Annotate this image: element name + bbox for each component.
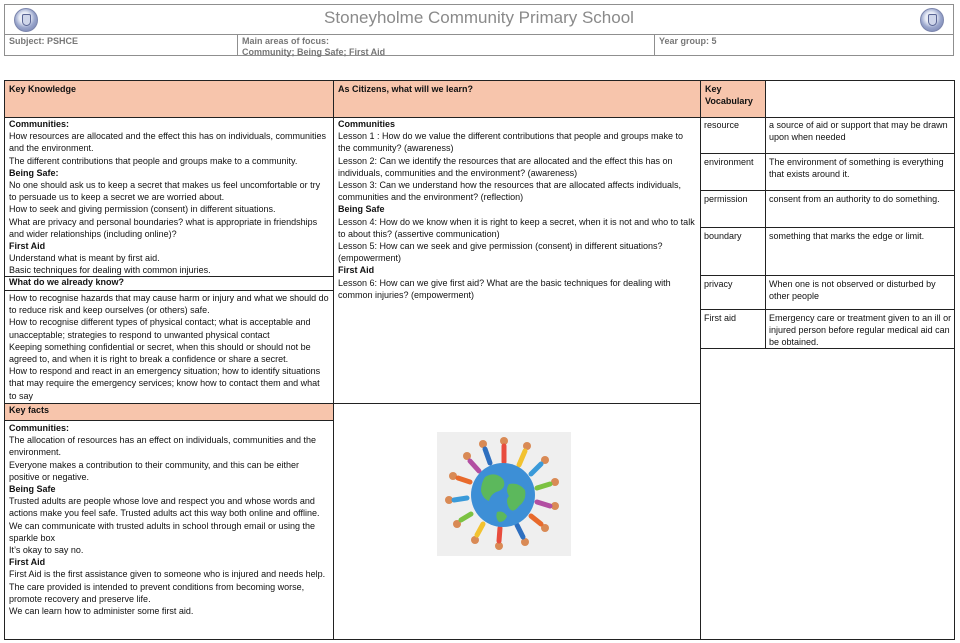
school-title: Stoneyholme Community Primary School xyxy=(324,8,634,27)
paragraph: The allocation of resources has an effect on individuals, communities and the environment. xyxy=(9,435,317,458)
already-know-heading-text: What do we already know? xyxy=(9,277,125,287)
title-bar xyxy=(4,4,954,35)
paragraph: Understand what is meant by first aid. xyxy=(9,253,160,264)
citizens-heading-text: As Citizens, what will we learn? xyxy=(338,84,474,94)
paragraph: First Aid xyxy=(338,265,375,276)
globe-people-svg xyxy=(437,432,571,556)
paragraph: First Aid xyxy=(9,241,46,252)
vocab-definition: something that marks the edge or limit. xyxy=(769,231,925,241)
vocab-definition: Emergency care or treatment given to an ill or injured person before regular medical aid can be obtained. xyxy=(769,313,952,347)
vocab-definition: a source of aid or support that may be drawn upon when needed xyxy=(769,120,948,142)
year-group-label: Year group: 5 xyxy=(659,36,717,46)
key-facts-body xyxy=(5,421,333,639)
vocabulary-heading-text: Key Vocabulary xyxy=(705,84,753,106)
vocab-word: boundary xyxy=(704,231,742,241)
subject-label: Subject: PSHCE xyxy=(9,36,79,46)
paragraph: How to recognise different types of physical contact; what is acceptable and unacceptable; strategies to respond to unwanted physical contact xyxy=(9,317,311,340)
vocab-word: First aid xyxy=(704,313,737,323)
paragraph: Basic techniques for dealing with common injuries. xyxy=(9,265,211,276)
citizens-heading xyxy=(334,81,700,117)
paragraph: Lesson 1 : How do we value the different contributions that people and groups make to the community? (awareness) xyxy=(338,131,684,154)
vocab-word: resource xyxy=(704,120,740,130)
paragraph: Lesson 4: How do we know when it is right to keep a secret, when it is not and who to talk to about this? (assertive communication) xyxy=(338,216,695,239)
paragraph: Being Safe xyxy=(338,204,385,215)
paragraph: First Aid is the first assistance given to someone who is injured and needs help. xyxy=(9,569,326,580)
vocab-word: privacy xyxy=(704,279,733,289)
paragraph: Everyone makes a contribution to their community, and this can be either positive or negative. xyxy=(9,459,299,482)
paragraph: Lesson 3: Can we understand how the resources that are allocated affects individuals, communities and the environment? (reflection) xyxy=(338,180,682,203)
paragraph: We can learn how to administer some first aid. xyxy=(9,606,194,617)
paragraph: How to respond and react in an emergency situation; how to identify situations that may require the emergency services; know how to contact them and what to say xyxy=(9,366,321,401)
paragraph: Lesson 2: Can we identify the resources that are allocated and the effect this has on individuals, communities and the environment? (awareness) xyxy=(338,155,673,178)
paragraph: No one should ask us to keep a secret that makes us feel uncomfortable or try to persuade us to keep a secret we are worried about. xyxy=(9,180,321,203)
vocab-row xyxy=(700,154,954,191)
paragraph: Lesson 5: How can we seek and give permission (consent) in different situations? (empowerment) xyxy=(338,241,663,264)
paragraph: Lesson 6: How can we give first aid? What are the basic techniques for dealing with common injuries? (empowerment) xyxy=(338,277,671,300)
paragraph: The care provided is intended to prevent conditions from becoming worse, promote recovery and preserve life. xyxy=(9,581,305,604)
subject-cell xyxy=(4,34,238,56)
focus-cell xyxy=(237,34,655,56)
paragraph: How to recognise hazards that may cause harm or injury and what we should do to reduce risk and keep ourselves (or others) safe. xyxy=(9,293,329,316)
key-knowledge-heading xyxy=(5,81,333,117)
paragraph: We can communicate with trusted adults in school through email or using the sparkle box xyxy=(9,520,315,543)
key-knowledge-heading-text: Key Knowledge xyxy=(9,84,77,94)
year-group-cell xyxy=(654,34,954,56)
paragraph: Being Safe xyxy=(9,484,56,495)
paragraph: Communities: xyxy=(9,119,70,129)
paragraph: Communities: xyxy=(9,423,70,433)
focus-label: Main areas of focus: xyxy=(242,36,330,46)
paragraph: What are privacy and personal boundaries? what is appropriate in friendships and wider relationships (including online)? xyxy=(9,216,318,239)
vocab-row xyxy=(700,228,954,276)
paragraph: Keeping something confidential or secret, when this should or should not be agreed to, and when it is right to break a confidence or share a secret. xyxy=(9,341,311,365)
vocab-row xyxy=(700,310,954,349)
vocab-row xyxy=(700,191,954,228)
already-know-body xyxy=(5,291,333,403)
citizens-body xyxy=(334,117,700,403)
already-know-heading xyxy=(5,277,333,289)
key-knowledge-body xyxy=(5,117,333,276)
globe-people-illustration xyxy=(437,432,571,556)
vocab-row xyxy=(700,117,954,154)
paragraph: Trusted adults are people whose love and respect you and whose words and actions make you feel safe. Trusted adults act this way both online and offline. xyxy=(9,496,320,519)
paragraph: First Aid xyxy=(9,557,46,568)
vocab-definition: consent from an authority to do something. xyxy=(769,194,940,204)
key-facts-heading-text: Key facts xyxy=(9,405,50,415)
vocab-row xyxy=(700,276,954,310)
vocab-definition: When one is not observed or disturbed by other people xyxy=(769,279,936,301)
key-facts-heading xyxy=(5,404,333,420)
vocabulary-heading xyxy=(701,81,765,117)
paragraph: How to seek and giving permission (consent) in different situations. xyxy=(9,204,276,215)
focus-value: Community; Being Safe; First Aid xyxy=(242,47,386,57)
paragraph: It’s okay to say no. xyxy=(9,545,84,556)
paragraph: Communities xyxy=(338,119,396,129)
paragraph: The different contributions that people and groups make to a community. xyxy=(9,155,298,166)
school-crest-icon xyxy=(920,8,944,32)
vocab-header-divider xyxy=(765,80,766,117)
vocab-word: permission xyxy=(704,194,748,204)
vocab-word: environment xyxy=(704,157,754,167)
vocab-definition: The environment of something is everything that exists around it. xyxy=(769,157,944,179)
paragraph: Being Safe: xyxy=(9,167,59,178)
paragraph: How resources are allocated and the effect this has on individuals, communities and the environment. xyxy=(9,131,327,154)
